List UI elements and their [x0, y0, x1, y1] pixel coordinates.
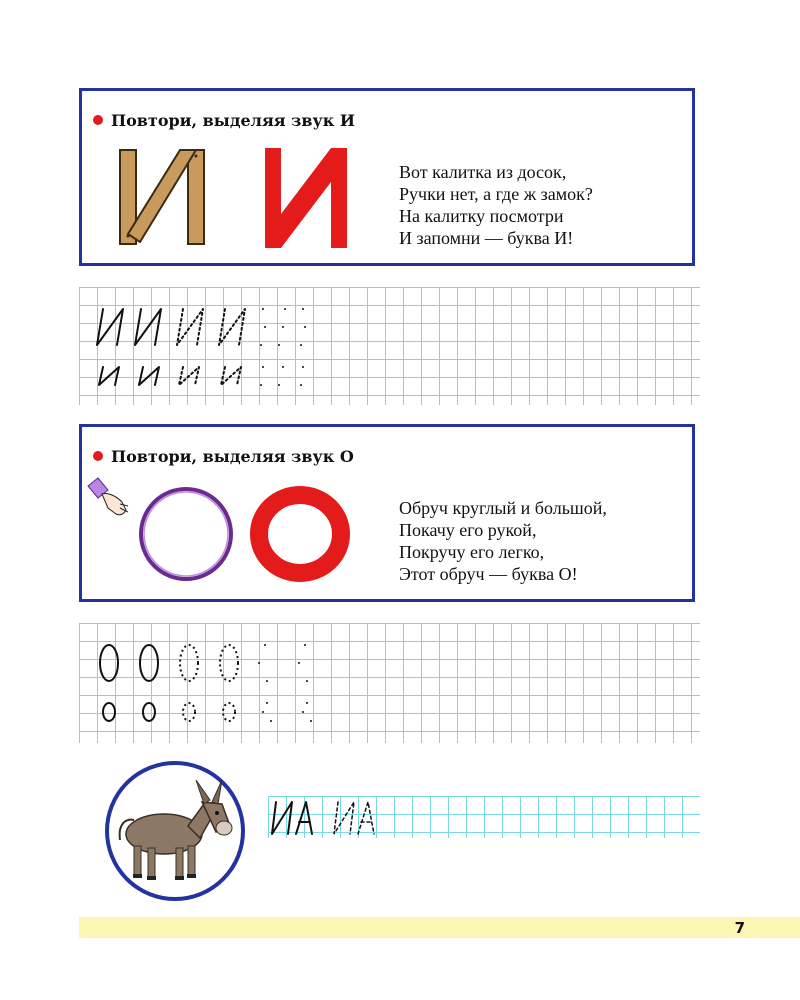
poem-line: Покручу его легко,	[399, 542, 545, 562]
letter-i-tracing-samples	[79, 287, 700, 405]
poem-line: И запомни — буква И!	[399, 228, 574, 248]
poem-line: На калитку посмотри	[399, 206, 564, 226]
red-bullet-icon	[93, 451, 103, 461]
page-number: 7	[734, 919, 745, 937]
wooden-gate-letter-i-icon	[118, 148, 208, 246]
letter-o-poem	[399, 497, 607, 585]
footer-strip	[79, 917, 800, 938]
hand-icon	[86, 476, 132, 520]
poem-line: Этот обруч — буква О!	[399, 564, 578, 584]
hoop-icon	[138, 486, 234, 582]
poem-line: Обруч круглый и большой,	[399, 498, 607, 518]
poem-line: Ручки нет, а где ж замок?	[399, 184, 593, 204]
poem-line: Вот калитка из досок,	[399, 162, 567, 182]
poem-line: Покачу его рукой,	[399, 520, 537, 540]
word-ia-sample	[268, 796, 408, 838]
letter-o-heading: Повтори, выделяя звук О	[111, 447, 354, 466]
red-letter-i-icon	[265, 148, 347, 248]
donkey-picture-icon	[104, 760, 246, 902]
red-bullet-icon	[93, 115, 103, 125]
letter-i-poem	[399, 161, 593, 249]
letter-o-tracing-samples	[79, 623, 700, 743]
red-letter-o-icon	[250, 486, 350, 582]
letter-i-heading: Повтори, выделяя звук И	[111, 111, 355, 130]
